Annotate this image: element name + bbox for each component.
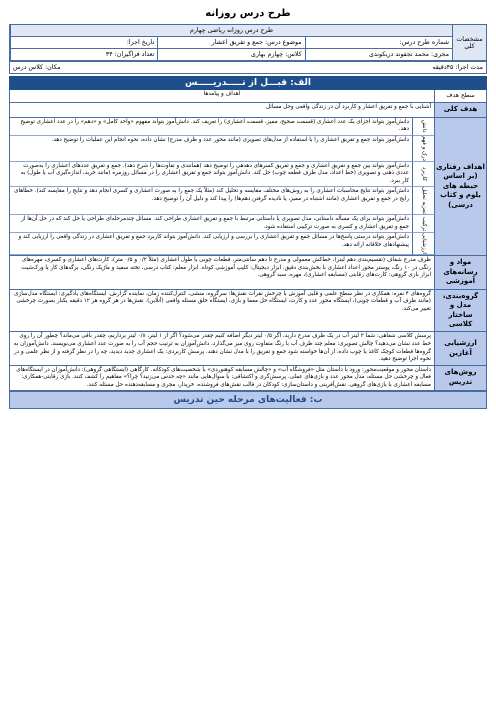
behavior-goals-label: اهداف رفتاری (بر اساس حیطه های بلوم و کتاب درسی)	[434, 118, 486, 256]
evaluation-row	[9, 332, 487, 365]
class-name: کلاس: چهارم بهاری	[157, 49, 304, 61]
methods-text: داستان محور و موقعیت‌محور: ورود با داستان مثل «فروشگاه آب» و «چالش مسابقه کوهنوردی» با شخصیت‌های کودکانه. کارگاهی (ایستگاهی گروهی): دانش‌آموزان در ایستگاه‌های فعال و چرخشی حل مسئله، مدل محور عدد و بازی‌های عملی. پرسش‌گری و اکتشافی: با سوال‌هایی مانند «چه حدس می‌زنید؟ چرا؟» مفاهیم را کشف کنند. بازی رقابتی-همکاری: مسابقه اعشاری با بازی‌های گروهی. نقش‌آفرینی و داستان‌سازی: کودکان در قالب نقش‌های فروشنده، خریدار، مجری و مسابقه‌دهنده حل مسئله کنند.	[16, 366, 431, 388]
date-field: تاریخ اجرا:	[10, 37, 157, 49]
teacher-name: مجری: محمد نجفوند دریکوندی	[305, 49, 452, 61]
level-synthesis: ترکیب	[412, 215, 434, 233]
media-row	[9, 256, 487, 289]
goals-header: اهداف و پیامدها	[203, 91, 241, 97]
level-comprehension: درک و فهم	[412, 136, 434, 162]
lesson-topic: موضوع درس: جمع و تفریق اعشار	[157, 37, 304, 49]
header-table	[9, 24, 487, 62]
grouping-text: گروه‌های ۴ نفره: همکاری در نظر سطح علمی و قلبی آموزش با چرخش نقرات نقش‌ها: سرگروه، منشی، کنترل‌کننده زمان، نماینده گزارش. ایستگاه‌های یادگیری: ایستگاه مدل‌سازی (مانند ظرف آب و قطعات چوبی)، ایستگاه محور عدد و کارت، ایستگاه حل معما و بازی، ایستگاه خلق مسئله واقعی (آنلاین). نقش‌ها در هر گروه هر ۱۲ دقیقه یکبار بصورت چرخشی تغییر می‌کند.	[14, 290, 431, 312]
grouping-label: گروه‌بندی، مدل و ساختار کلاسی	[434, 290, 486, 332]
duration: مدت اجرا: ۴۵دقیقه	[432, 64, 483, 71]
section-b-bar: ب: فعالیت‌های مرحله حین تدریس	[9, 391, 487, 409]
section-a-bar: الف: قبـــل از تـــــدریـــــس	[9, 76, 487, 90]
place: مکان: کلاس درس	[13, 64, 61, 71]
page-title: طرح درس روزانه	[205, 8, 291, 19]
media-text: ظرف مدرج شفاف (تقسیم‌بندی دهم لیتر)، خط‌کش معمولی و مدرج تا دهم سانتی‌متر، قطعات چوبی یا طول اعشاری (مثلاً ۰/۲ و ۰/۵ متر)، کارت‌های اعشاری و کسری، مهره‌های رنگی در ۱۰ رنگ، پوستر محور اعداد اعشاری با بخش‌بندی دقیق. ابزار دیجیتال: کلیپ آموزشی کوتاه. ابزار معلم: کتاب درسی، تخته سفید و ماژیک رنگی، برگه‌های کار یا ورک‌شیت ابزار بازی گروهی: کارت‌های رقابتی (مسابقه اعشاری)، مهره، سبد گروهی.	[21, 257, 431, 279]
goal-comprehension: دانش‌آموز بتواند جمع و تفریق اعشاری را با استفاده از مدل‌های تصویری (مانند محور عدد و ظرف مدرج) نشان داده، نحوه انجام این عملیات را توضیح دهد.	[10, 136, 412, 162]
evaluation-text: پرسش کلاسی شفاهی: شما ۲ لیتر آب در یک ظرف مدرج دارید، اگر ۰/۵ لیتر دیگر اضافه کنیم چقدر می‌شود؟ اگر از ۱ لیتر، ۰/۸ لیتر برداریم، چقدر باقی می‌ماند؟ چطور آن را روی خط عدد نشان می‌دهید؟ چالش تصویری: معلم چند ظرف آب با رنگ متفاوت روی میز می‌گذارد، دانش‌آموزان به ترتیب حجم آب را به صورت عدد اعشاری می‌نویسند. دانش‌آموزان به گروه‌ها قطعات کوچک کاغذ یا چوب داده، از آن‌ها خواسته شود جمع و تفریق را با مدل نشان دهند. پرسش کاربردی: یک اعشاری جدید دیدید، چه را در نظر گرفته و از نظر علمی و در نحوه اجرا توضیح دهید.	[13, 333, 431, 363]
goals-header-row	[9, 90, 487, 103]
goal-synthesis: دانش‌آموز بتواند برای یک مسأله داستانی، مدل تصویری یا داستانی مرتبط با جمع و تفریق اعشاری طراحی کند. مسائل چندمرحله‌ای طراحی یا حل کند که در حل آن‌ها از جمع و تفریق اعشاری و کسری به صورت ترکیبی استفاده شود.	[10, 215, 412, 233]
goal-evaluation: دانش‌آموز بتواند درستی پاسخ‌ها در مسائل جمع و تفریق اعشاری را بررسی و ارزیابی کند. دانش‌آموز بتواند کاربرد جمع و تفریق اعشاری در زندگی واقعی را ارزیابی کند و پیشنهادهای خلاقانه ارائه دهد.	[10, 233, 412, 255]
methods-row	[9, 366, 487, 392]
methods-label: روش‌های تدریس	[434, 366, 486, 391]
duration-row	[9, 62, 487, 74]
student-count: تعداد فراگیران: ۳۴	[10, 49, 157, 61]
level-application: کاربرد	[412, 162, 434, 188]
general-goal-text: آشنایی با جمع و تفریق اعشار و کاربرد آن در زندگی واقعی وحل مسائل	[265, 104, 431, 111]
evaluation-label: ارزشیابی آغازین	[434, 332, 486, 364]
specs-label: مشخصات کلی	[452, 25, 486, 61]
general-goal-label: هدف کلی	[434, 103, 486, 116]
general-goal-row	[9, 103, 487, 117]
behavior-goals	[9, 118, 487, 257]
goal-knowledge: دانش‌آموز بتواند اجزای یک عدد اعشاری (قسمت صحیح، ممیز، قسمت اعشاری) را تعریف کند. دانش‌آموز بتواند مفهوم «واحد کامل» و «دهم» را در عدد اعشاری توضیح دهد.	[10, 118, 412, 136]
media-label: مواد و رسانه‌های آموزشی	[434, 256, 486, 288]
plan-subtitle: طرح درس روزانه ریاضی چهارم	[10, 25, 452, 37]
level-analysis: تجزیه تحلیل	[412, 187, 434, 215]
level-header: سطح هدف	[434, 90, 486, 102]
goal-analysis: دانش‌آموز بتواند نتایج محاسبات اعشاری را به روش‌های مختلف مقایسه و تحلیل کند (مثلاً یک جمع را به صورت اعشاری و کسری انجام دهد و نتایج را مقایسه کند). خطاهای رایج در جمع و تفریق اعشاری (مانند اشتباه در ممیز، یا نادیده گرفتن دهم‌ها) را پیدا کند و دلیل آن را توضیح دهد.	[10, 187, 412, 215]
grouping-row	[9, 290, 487, 333]
plan-number: شماره طرح درس:	[305, 37, 452, 49]
level-knowledge: دانش	[412, 118, 434, 136]
level-evaluation: ارزشیابی	[412, 233, 434, 255]
goal-application: دانش‌آموز بتواند بین جمع و تفریق اعشاری و جمع و تفریق کسرهای دهدهی را توضیح دهد (همانندی و تفاوت‌ها را شرح دهد). جمع و تفریق عددهای اعشاری را به‌صورت عددی ذهنی و تصویری (خط اعداد، مدل ظرف قطعه چوب) حل کند. دانش‌آموز بتواند جمع و تفریق اعشاری را در مسائل روزمره (مانند خرید، اندازه‌گیری آب یا طول) به کار ببرد.	[10, 162, 412, 188]
